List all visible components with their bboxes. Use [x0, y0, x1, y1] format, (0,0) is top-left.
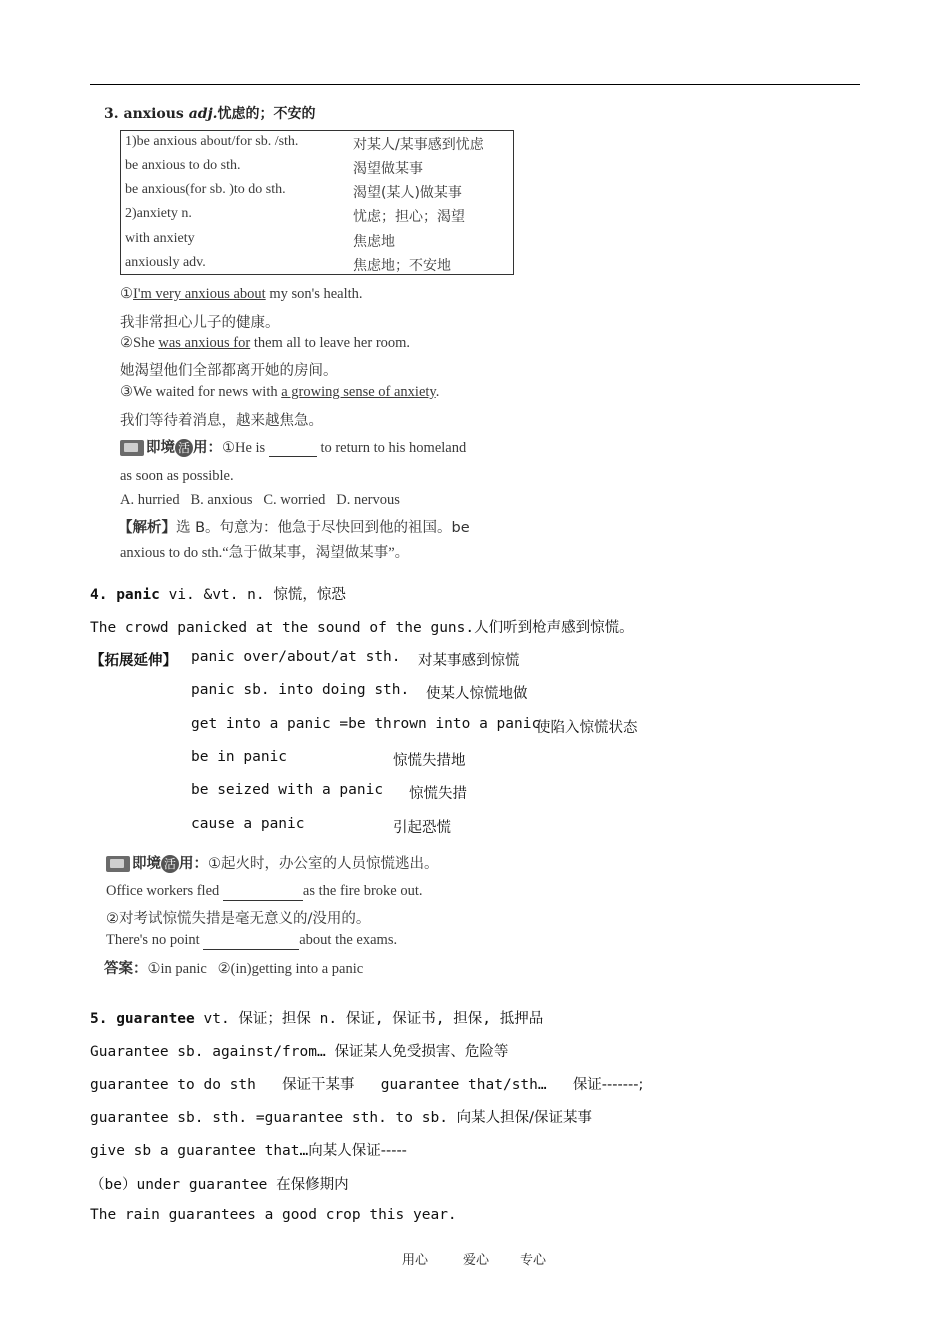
box-row-en: with anxiety [125, 231, 195, 246]
extension-zh: 使陷入惊慌状态 [536, 720, 638, 736]
question-text: about the exams. [299, 932, 398, 948]
guarantee-line [90, 1073, 643, 1094]
footer-item: 爱心 [463, 1253, 490, 1268]
example-rest: them all to leave her room. [250, 335, 411, 351]
analysis-tag: 【解析】 [118, 520, 176, 536]
section5-title [90, 1007, 543, 1028]
section4-title [90, 583, 346, 604]
section4-example: The crowd panicked at the sound of the guns.人们听到枪声感到惊慌。 [90, 620, 634, 636]
example-underlined: a growing sense of anxiety [281, 384, 436, 400]
practice-question [120, 436, 466, 457]
answer-tag: 答案： [104, 961, 148, 977]
extension-tag: 【拓展延伸】 [90, 653, 177, 669]
book-icon [106, 856, 130, 872]
extension-zh: 对某事感到惊慌 [418, 653, 520, 669]
example-sentence [120, 335, 410, 352]
guarantee-line [90, 1139, 407, 1160]
box-row-en: 1)be anxious about/for sb. /sth. [125, 134, 299, 149]
guarantee-example: The rain guarantees a good crop this year. [90, 1207, 457, 1223]
answer-blank [269, 437, 317, 457]
section5-def: vt. 保证；担保 n. 保证, 保证书, 担保, 抵押品 [194, 1011, 544, 1027]
extension-en: panic sb. into doing sth. [191, 682, 410, 698]
box-row-zh: 渴望做某事 [353, 161, 423, 177]
practice-label-suffix: 用： [193, 440, 222, 456]
extension-zh: 引起恐慌 [393, 820, 451, 836]
box-row-en: be anxious to do sth. [125, 158, 241, 173]
example-underlined: was anxious for [158, 335, 251, 351]
guarantee-line [90, 1106, 592, 1127]
section5-word: guarantee [116, 1011, 195, 1027]
practice-label: 即境 [146, 440, 175, 456]
guarantee-zh: 向某人保证----- [308, 1143, 407, 1159]
guarantee-en: guarantee to do sth [90, 1077, 283, 1093]
guarantee-en: give sb a guarantee that… [90, 1143, 309, 1159]
guarantee-zh: 保证-------; [572, 1077, 644, 1093]
example-lead: ① [120, 286, 133, 302]
guarantee-zh: 向某人担保/保证某事 [456, 1110, 593, 1126]
example-lead: ②She [120, 335, 159, 351]
huo-badge: 活 [175, 439, 193, 457]
box-row-zh: 忧虑；担心；渴望 [353, 209, 465, 225]
extension-zh: 惊慌失措地 [393, 753, 466, 769]
question-line2: as soon as possible. [120, 468, 234, 484]
section3-meaning: 忧虑的；不安的 [217, 106, 316, 122]
extension-en: panic over/about/at sth. [191, 649, 401, 665]
analysis-line [118, 516, 470, 537]
section3-title [104, 103, 316, 123]
example-translation: 我们等待着消息，越来越焦急。 [120, 413, 323, 429]
practice-question [106, 852, 439, 873]
answer-text: ①in panic ②(in)getting into a panic [147, 961, 364, 977]
box-row-en: 2)anxiety n. [125, 206, 192, 221]
extension-zh: 使某人惊慌地做 [426, 686, 528, 702]
analysis-line2: anxious to do sth.“急于做某事，渴望做某事”。 [120, 545, 410, 561]
book-icon [120, 440, 144, 456]
answer-line [104, 957, 363, 978]
section4-num: 4. [90, 587, 108, 603]
practice-label-suffix: 用： [179, 856, 208, 872]
box-row-zh: 焦虑地 [353, 234, 395, 250]
section3-pos: adj. [188, 106, 218, 122]
question-text: to return to his homeland [316, 440, 467, 456]
example-sentence [120, 286, 363, 303]
box-row-zh: 渴望(某人)做某事 [353, 185, 462, 201]
guarantee-zh: 保证某人免受损害、危险等 [334, 1044, 509, 1060]
box-row-en: be anxious(for sb. )to do sth. [125, 182, 286, 197]
example-rest: my son's health. [265, 286, 363, 302]
analysis-text: 选 B。句意为：他急于尽快回到他的祖国。be [176, 520, 470, 536]
guarantee-zh: 在保修期内 [276, 1177, 349, 1193]
guarantee-en: guarantee sb. sth. =guarantee sth. to sb. [90, 1110, 457, 1126]
question-text: Office workers fled [106, 883, 223, 899]
section3-word: anxious [123, 106, 184, 122]
header-rule [90, 84, 860, 85]
anxious-phrase-box [120, 130, 514, 275]
box-row-en: anxiously adv. [125, 255, 206, 270]
practice-label: 即境 [132, 856, 161, 872]
huo-badge: 活 [161, 855, 179, 873]
example-translation: 我非常担心儿子的健康。 [120, 315, 280, 331]
question-text: as the fire broke out. [302, 883, 423, 899]
example-translation: 她渴望他们全部都离开她的房间。 [120, 363, 338, 379]
question-text: ①He is [222, 440, 269, 456]
question-text: ①起火时，办公室的人员惊慌逃出。 [208, 856, 439, 872]
example-rest: . [435, 384, 440, 400]
example-lead: ③We waited for news with [120, 384, 282, 400]
section3-num: 3. [104, 106, 119, 122]
guarantee-en: Guarantee sb. against/from… [90, 1044, 335, 1060]
section4-def: vi. &vt. n. 惊慌，惊恐 [159, 587, 346, 603]
box-row-zh: 对某人/某事感到忧虑 [353, 137, 484, 153]
example-sentence [120, 384, 439, 401]
extension-en: get into a panic =be thrown into a panic [191, 716, 541, 732]
example-underlined: I'm very anxious about [133, 286, 266, 302]
question-text: There's no point [106, 932, 204, 948]
question-line [106, 883, 423, 901]
guarantee-line [90, 1173, 349, 1194]
extension-zh: 惊慌失措 [409, 786, 467, 802]
footer-item: 用心 [402, 1253, 429, 1268]
question-line [106, 932, 397, 950]
guarantee-en: （be）under guarantee [90, 1177, 277, 1193]
question-options: A. hurried B. anxious C. worried D. nervous [120, 492, 400, 508]
footer-item: 专心 [520, 1253, 547, 1268]
extension-en: be seized with a panic [191, 782, 384, 798]
guarantee-line [90, 1040, 508, 1061]
question-line: ②对考试惊慌失措是毫无意义的/没用的。 [106, 911, 371, 927]
section4-word: panic [116, 587, 160, 603]
guarantee-zh: 保证干某事 [282, 1077, 355, 1093]
extension-en: cause a panic [191, 816, 305, 832]
guarantee-en: guarantee that/sth… [354, 1077, 573, 1093]
box-row-zh: 焦虑地；不安地 [353, 258, 451, 274]
answer-blank [223, 883, 303, 901]
section5-num: 5. [90, 1011, 108, 1027]
extension-en: be in panic [191, 749, 288, 765]
answer-blank [203, 932, 299, 950]
